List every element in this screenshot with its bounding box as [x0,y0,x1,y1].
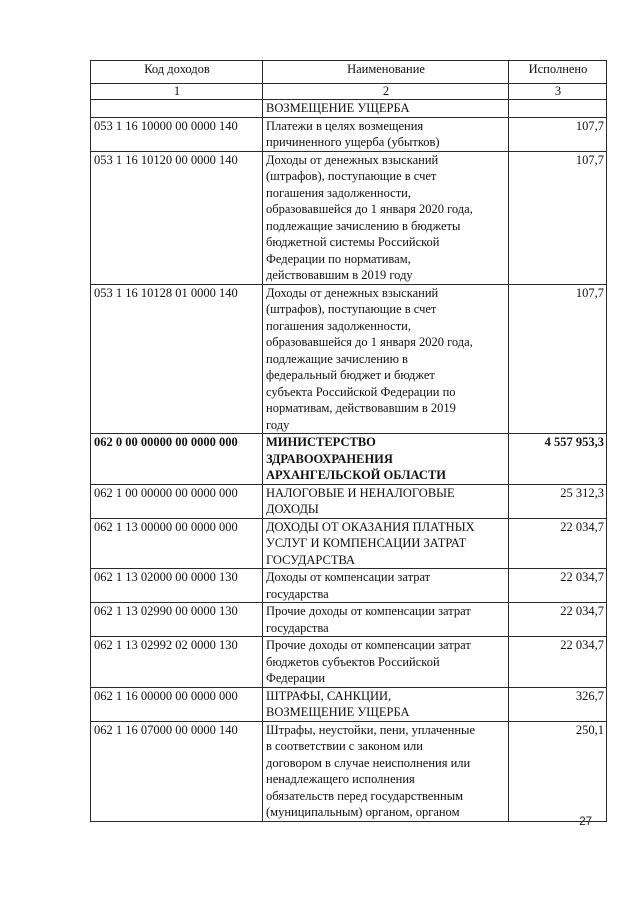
table-row [91,151,607,284]
row-amount: 4 557 953,3 [509,434,607,485]
row-code: 062 1 13 00000 00 0000 000 [91,518,263,569]
table-row [91,518,607,569]
row-amount: 25 312,3 [509,484,607,518]
row-name: Доходы от денежных взысканий (штрафов), поступающие в счет погашения задолженности, образовавшейся до 1 января 2020 года, подлежащие зачислению в бюджеты бюджетной системы Российской Федерации по нормативам, действовавшим в 2019 году [263,151,509,284]
row-code: 062 1 13 02990 00 0000 130 [91,603,263,637]
revenue-table [90,60,607,822]
page-number: 27 [579,816,592,828]
column-number-row [91,84,607,100]
row-name: Штрафы, неустойки, пени, уплаченные в соответствии с законом или договором в случае неисполнения или ненадлежащего исполнения обязательств перед государственным (муниципальным) органом, органом [263,721,509,821]
column-number: 1 [91,84,263,100]
table-row [91,100,607,118]
row-amount: 22 034,7 [509,518,607,569]
row-code: 062 1 00 00000 00 0000 000 [91,484,263,518]
row-name: МИНИСТЕРСТВО ЗДРАВООХРАНЕНИЯ АРХАНГЕЛЬСКОЙ ОБЛАСТИ [263,434,509,485]
table-row [91,484,607,518]
column-number: 3 [509,84,607,100]
table-row [91,434,607,485]
table-row [91,117,607,151]
row-code: 062 1 16 00000 00 0000 000 [91,687,263,721]
table-row [91,603,607,637]
row-amount: 326,7 [509,687,607,721]
header-code: Код доходов [91,61,263,84]
row-code: 062 0 00 00000 00 0000 000 [91,434,263,485]
row-code: 053 1 16 10120 00 0000 140 [91,151,263,284]
row-amount: 107,7 [509,117,607,151]
row-amount: 22 034,7 [509,569,607,603]
row-code: 053 1 16 10128 01 0000 140 [91,284,263,434]
table-row [91,637,607,688]
table-row [91,284,607,434]
row-code: 062 1 13 02000 00 0000 130 [91,569,263,603]
row-name: Доходы от денежных взысканий (штрафов), поступающие в счет погашения задолженности, образовавшейся до 1 января 2020 года, подлежащие зачислению в федеральный бюджет и бюджет субъекта Российской Федерации по нормативам, действовавшим в 2019 году [263,284,509,434]
row-amount: 250,1 [509,721,607,821]
row-name: ДОХОДЫ ОТ ОКАЗАНИЯ ПЛАТНЫХ УСЛУГ И КОМПЕНСАЦИИ ЗАТРАТ ГОСУДАРСТВА [263,518,509,569]
table-row [91,569,607,603]
row-name: Доходы от компенсации затрат государства [263,569,509,603]
table-row [91,687,607,721]
row-name: ВОЗМЕЩЕНИЕ УЩЕРБА [263,100,509,118]
row-name: Прочие доходы от компенсации затрат бюджетов субъектов Российской Федерации [263,637,509,688]
row-name: Прочие доходы от компенсации затрат государства [263,603,509,637]
row-amount: 107,7 [509,151,607,284]
row-code: 062 1 13 02992 02 0000 130 [91,637,263,688]
header-amount: Исполнено [509,61,607,84]
row-name: Платежи в целях возмещения причиненного ущерба (убытков) [263,117,509,151]
column-number: 2 [263,84,509,100]
row-code: 053 1 16 10000 00 0000 140 [91,117,263,151]
header-row [91,61,607,84]
row-amount: 22 034,7 [509,637,607,688]
row-name: ШТРАФЫ, САНКЦИИ, ВОЗМЕЩЕНИЕ УЩЕРБА [263,687,509,721]
header-name: Наименование [263,61,509,84]
row-amount [509,100,607,118]
row-code [91,100,263,118]
row-amount: 22 034,7 [509,603,607,637]
row-amount: 107,7 [509,284,607,434]
row-code: 062 1 16 07000 00 0000 140 [91,721,263,821]
table-row [91,721,607,821]
row-name: НАЛОГОВЫЕ И НЕНАЛОГОВЫЕ ДОХОДЫ [263,484,509,518]
